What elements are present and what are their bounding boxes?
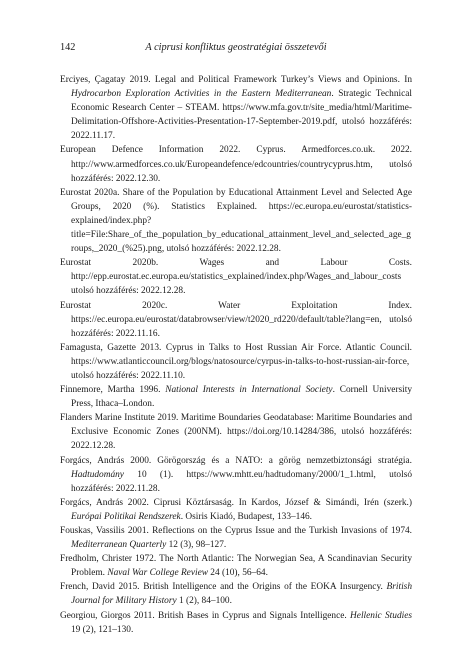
reference-text: Forgács, András 2000. Görögország és a NATO: a görög nemzetbiztonsági stratégia. [60,455,412,466]
reference-text: Eurostat 2020c. Water Exploitation Index. https://ec.europa.eu/eurostat/databrowser/view/t2020_rd220/default/table?lang=en, utolsó hozzáférés: 2022.11.16. [60,300,412,339]
reference-text: Eurostat 2020b. Wages and Labour Costs. http://epp.eurostat.ec.europa.eu/statistics_explained/index.php/Wages_and_labour_costs utolsó hozzáférés: 2022.12.28. [60,258,412,297]
reference-entry [60,580,412,608]
reference-text: 12 (3), 98–127. [166,540,227,551]
reference-title-italic: Mediterranean Quarterly [71,540,167,551]
reference-text: 1 (2), 84–100. [176,596,232,607]
reference-text: Forgács, András 2002. Ciprusi Köztársaság. In Kardos, József & Simándi, Irén (szerk.) [60,497,412,508]
reference-entry [60,383,412,411]
reference-text: Georgiou, Giorgos 2011. British Bases in Cyprus and Signals Intelligence. [60,610,351,621]
reference-entry [60,454,412,496]
reference-text: Famagusta, Gazette 2013. Cyprus in Talks to Host Russian Air Force. Atlantic Council. https://www.atlanticcouncil.org/blogs/natosource/cyrpus-in-talks-to-host-russian-air-force, utolsó hozzáférés: 2022.11.10. [60,342,412,381]
reference-entry [60,186,412,256]
reference-text: Eurostat 2020a. Share of the Population by Educational Attainment Level and Selected Age Groups, 2020 (%). Statistics Explained. https://ec.europa.eu/eurostat/statistics-explained/index.php?title=File:Share_of_the_population_by_educational_attainment_level_and_selected_age_groups,_2020_(%25).png, utolsó hozzáférés: 2022.12.28. [60,187,412,255]
running-header [60,40,412,56]
reference-title-italic: Európai Politikai Rendszerek [71,511,181,522]
reference-text: Flanders Marine Institute 2019. Maritime Boundaries Geodatabase: Maritime Boundaries and Exclusive Economic Zones (200NM). https://doi.org/10.14284/386, utolsó hozzáférés: 2022.12.28. [60,413,412,452]
reference-text: European Defence Information 2022. Cyprus. Armedforces.co.uk. 2022. http://www.armedforces.co.uk/Europeandefence/edcountries/countrycyprus.htm, utolsó hozzáférés: 2022.12.30. [60,145,412,184]
reference-entry [60,411,412,453]
reference-entry [60,143,412,185]
reference-list [60,73,412,637]
reference-title-italic: British Journal for Military History [71,582,412,607]
reference-entry [60,496,412,524]
reference-text: 19 (2), 121–130. [71,624,134,635]
reference-title-italic: Hadtudomány [71,469,124,480]
reference-entry [60,609,412,637]
reference-entry [60,552,412,580]
reference-text: 24 (10), 56–64. [207,568,268,579]
reference-text: Finnemore, Martha 1996. [60,385,166,396]
reference-entry [60,524,412,552]
page-number: 142 [60,42,76,53]
reference-text: Fouskas, Vassilis 2001. Reflections on the Cyprus Issue and the Turkish Invasions of 1974. [60,526,412,536]
reference-title-italic: Hellenic Studies [350,610,412,621]
reference-text: Erciyes, Çagatay 2019. Legal and Political Framework Turkey’s Views and Opinions. In [60,75,412,85]
reference-text: . Cornell University Press, Ithaca–London. [71,385,412,410]
reference-entry [60,299,412,341]
reference-title-italic: Hydrocarbon Exploration Activities in the Eastern Mediterranean [71,89,332,100]
reference-entry [60,256,412,298]
reference-text: French, David 2015. British Intelligence and the Origins of the EOKA Insurgency. [60,582,387,593]
reference-text: . Osiris Kiadó, Budapest, 133–146. [180,511,313,522]
reference-text: Fredholm, Christer 1972. The North Atlantic: The Norwegian Sea, A Scandinavian Security Problem. [60,554,412,579]
reference-title-italic: Naval War College Review [107,568,208,579]
reference-entry [60,73,412,143]
reference-text: 10 (1). https://www.mhtt.eu/hadtudomany/2000/1_1.html, utolsó hozzáférés: 2022.11.28. [71,469,412,494]
reference-entry [60,341,412,383]
reference-text: . Strategic Technical Economic Research Center – STEAM. https://www.mfa.gov.tr/site_media/html/Maritime-Delimitation-Offshore-Activities-Presentation-17-September-2019.pdf, utolsó hozzáférés: 2022.11.17. [71,89,412,142]
running-title: A ciprusi konfliktus geostratégiai összetevői [145,42,327,53]
reference-title-italic: National Interests in International Society [165,385,333,396]
